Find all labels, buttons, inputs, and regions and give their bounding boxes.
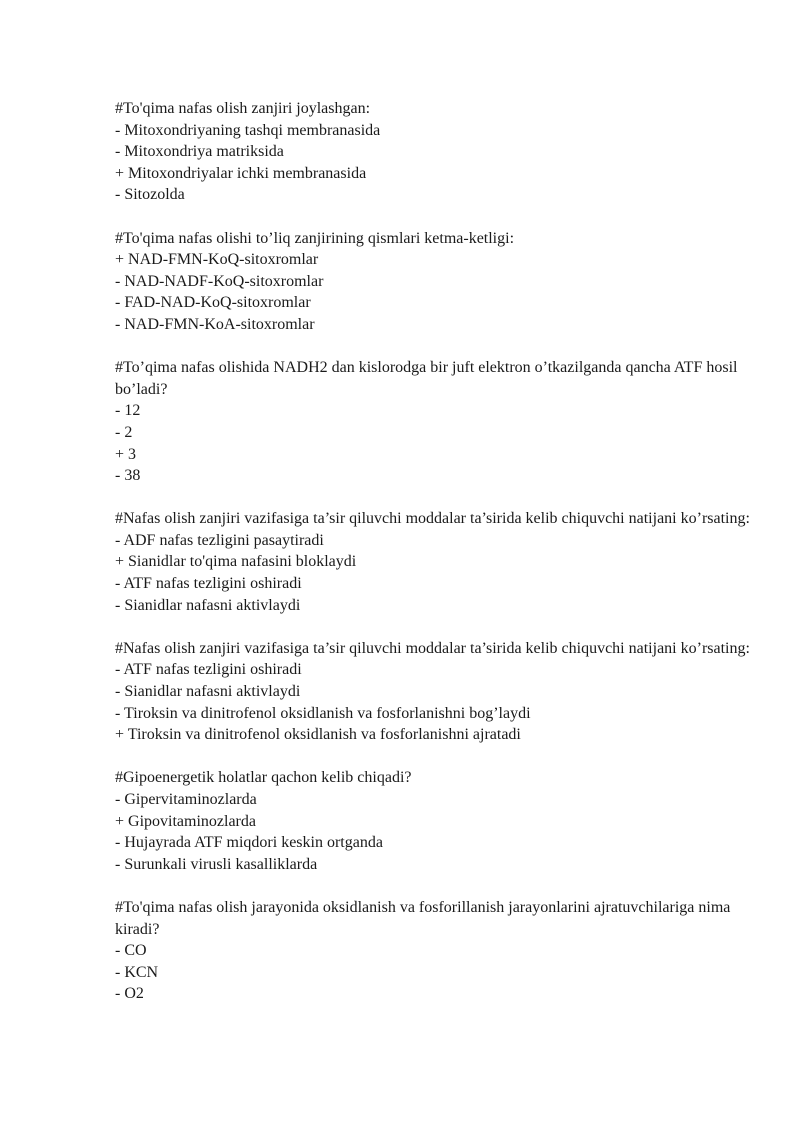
answer-option: - FAD-NAD-KoQ-sitoxromlar — [115, 294, 311, 312]
answer-option: + 3 — [115, 445, 137, 463]
question-text: #To'qima nafas olish jarayonida oksidlanish va fosforillanish jarayonlarini ajratuvchilariga nima kiradi? — [115, 898, 731, 938]
question-text: #Nafas olish zanjiri vazifasiga ta’sir qiluvchi moddalar ta’sirida kelib chiquvchi natijani ko’rsating: — [115, 639, 750, 657]
answer-option: - 2 — [115, 423, 133, 441]
answer-option: - Gipervitaminozlarda — [115, 791, 257, 808]
answer-option: - Sianidlar nafasni aktivlaydi — [115, 683, 301, 701]
answer-option: - Hujayrada ATF miqdori keskin ortganda — [115, 834, 383, 852]
answer-option: + Tiroksin va dinitrofenol oksidlanish va fosforlanishni ajratadi — [115, 726, 521, 744]
answer-option: - 38 — [115, 467, 141, 485]
question-list — [115, 98, 755, 1027]
question-text: #To'qima nafas olishi to’liq zanjirining qismlari ketma-ketligi: — [115, 229, 515, 247]
answer-option: - NAD-NADF-KoQ-sitoxromlar — [115, 272, 324, 290]
question-block — [115, 357, 755, 487]
answer-option: - KCN — [115, 963, 159, 981]
question-block — [115, 767, 755, 875]
answer-option: - NAD-FMN-KoA-sitoxromlar — [115, 315, 315, 333]
answer-option: - Sitozolda — [115, 186, 185, 204]
question-block — [115, 508, 755, 616]
question-text: #To’qima nafas olishida NADH2 dan kislorodga bir juft elektron o’tkazilganda qancha ATF hosil bo’ladi? — [115, 359, 738, 398]
question-text: #Gipoenergetik holatlar qachon kelib chiqadi? — [115, 769, 412, 787]
answer-option: - CO — [115, 942, 147, 960]
answer-option: - Tiroksin va dinitrofenol oksidlanish va fosforlanishni bog’laydi — [115, 704, 531, 722]
question-block — [115, 98, 755, 206]
answer-option: - ADF nafas tezligini pasaytiradi — [115, 531, 324, 549]
answer-option: + NAD-FMN-KoQ-sitoxromlar — [115, 251, 319, 269]
answer-option: - O2 — [115, 985, 144, 1003]
answer-option: - 12 — [115, 402, 141, 420]
answer-option: + Mitoxondriyalar ichki membranasida — [115, 164, 367, 182]
answer-option: - ATF nafas tezligini oshiradi — [115, 661, 302, 679]
answer-option: + Sianidlar to'qima nafasini bloklaydi — [115, 553, 357, 571]
answer-option: - Surunkali virusli kasalliklarda — [115, 855, 318, 873]
answer-option: - Mitoxondriyaning tashqi membranasida — [115, 121, 381, 139]
question-block — [115, 638, 755, 746]
answer-option: - ATF nafas tezligini oshiradi — [115, 575, 302, 593]
answer-option: + Gipovitaminozlarda — [115, 812, 256, 830]
question-text: #To'qima nafas olish zanjiri joylashgan: — [115, 100, 371, 117]
question-text: #Nafas olish zanjiri vazifasiga ta’sir qiluvchi moddalar ta’sirida kelib chiquvchi natijani ko’rsating: — [115, 510, 750, 528]
answer-option: - Sianidlar nafasni aktivlaydi — [115, 596, 301, 614]
question-block — [115, 228, 755, 336]
question-block — [115, 897, 755, 1005]
answer-option: - Mitoxondriya matriksida — [115, 143, 284, 161]
